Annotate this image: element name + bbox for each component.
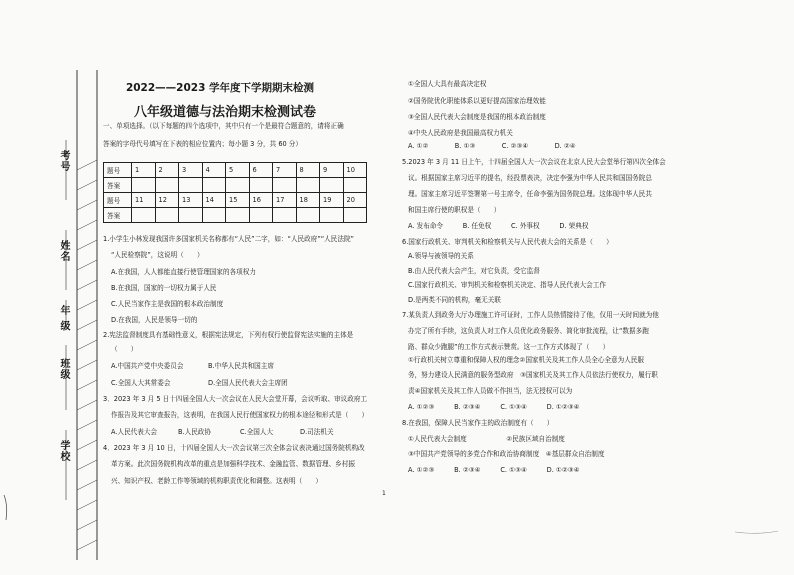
question-number-cell: 9	[320, 163, 344, 178]
answer-cell[interactable]	[179, 208, 203, 223]
question-number-cell: 15	[226, 193, 250, 208]
exam-no-field-label: 考号	[58, 150, 69, 172]
question-8-statement: ③中国共产党领导的多党合作和政治协商制度 ④基层群众自治制度	[408, 450, 605, 458]
question-number-cell: 20	[343, 193, 367, 208]
question-number-cell: 19	[320, 193, 344, 208]
question-2-option[interactable]: D.全国人民代表大会主席团	[208, 379, 288, 387]
question-4-statement: ④中央人民政府是我国最高权力机关	[408, 129, 513, 137]
answer-cell[interactable]	[273, 208, 297, 223]
question-number-label: 题号	[104, 193, 132, 208]
answer-cell[interactable]	[296, 208, 320, 223]
question-1-stem: 1.小学生小林发现我国许多国家机关名称都有“人民”二字，如：“人民政府”“人民法院”	[103, 235, 354, 243]
question-3-option[interactable]: D.司法机关	[300, 428, 334, 436]
question-6-stem: 6.国家行政机关、审判机关和检察机关与人民代表大会的关系是（ ）	[402, 238, 613, 246]
question-number-cell: 8	[296, 163, 320, 178]
name-field-label: 姓名	[58, 240, 69, 262]
question-5-stem: 5.2023 年 3 月 11 日上午，十四届全国人大一次会议在北京人民大会堂举行第四次全体会	[402, 158, 666, 166]
question-2-option[interactable]: A.中国共产党中央委员会	[111, 362, 184, 370]
question-1-option[interactable]: C.人民当家作主是我国的根本政治制度	[111, 300, 224, 308]
question-4-statement: ③全国人民代表大会制度是我国的根本政治制度	[408, 113, 546, 121]
question-7-statement: ①行政机关树立尊重和保障人权的理念②国家机关及其工作人员全心全意为人民服	[408, 356, 645, 364]
question-7-stem: 办完了所有手续，这负责人对工作人员优化政务服务、简化审批流程，让“数据多跑	[408, 327, 649, 335]
question-number-cell: 14	[202, 193, 226, 208]
table-row	[104, 163, 367, 178]
question-3-stem: 作报告及其它审查报告，这表明，在我国人民行使国家权力的根本途径和形式是（ ）	[111, 411, 369, 419]
question-1-option[interactable]: A.在我国，人人都能直接行使管理国家的各项权力	[111, 268, 256, 276]
question-5-choices[interactable]: A. 发布命令 B. 任免权 C. 外事权 D. 荣典权	[408, 222, 589, 230]
answer-cell[interactable]	[273, 178, 297, 193]
answer-cell[interactable]	[132, 208, 156, 223]
question-2-option[interactable]: B.中华人民共和国主席	[208, 362, 274, 370]
question-number-cell: 4	[202, 163, 226, 178]
question-3-option[interactable]: B.人民政协	[178, 428, 211, 436]
question-2-option[interactable]: C.全国人大其常委会	[111, 379, 171, 387]
question-4-stem: 4．2023 年 3 月 10 日，十四届全国人大一次会议第三次全体会议表决通过国务院机构改	[103, 444, 365, 452]
answer-cell[interactable]	[343, 178, 367, 193]
answer-cell[interactable]	[249, 208, 273, 223]
answer-cell[interactable]	[155, 208, 179, 223]
question-8-choices[interactable]: A. ①②③ B. ②③④ C. ①③④ D. ①②③④	[408, 466, 580, 474]
question-5-stem: 和国主席行使的职权是（ ）	[408, 206, 501, 214]
answer-cell[interactable]	[202, 208, 226, 223]
exam-year-title: 2022——2023 学年度下学期期末检测	[125, 82, 315, 94]
answer-label: 答案	[104, 178, 132, 193]
question-3-option[interactable]: C.全国人大	[240, 428, 274, 436]
page-number: 1	[382, 490, 386, 497]
question-number-cell: 10	[343, 163, 367, 178]
answer-cell[interactable]	[249, 178, 273, 193]
question-6-option[interactable]: A.领导与被领导的关系	[408, 252, 474, 260]
section-one-instruction: 一、单项选择。（以下每题的四个选项中，其中只有一个是最符合题意的，请将正确	[103, 122, 344, 130]
question-number-cell: 7	[273, 163, 297, 178]
question-7-statement: 务，努力建设人民满意的服务型政府 ③国家机关及其工作人员依法行使权力，履行职	[408, 371, 658, 379]
question-6-option[interactable]: D.是两类不同的机构，毫无关联	[408, 296, 501, 304]
question-2-stem: 2.宪法监督制度具有基础性意义，根据宪法规定，下列有权行使监督宪法实施的主体是	[103, 331, 354, 339]
answer-cell[interactable]	[132, 178, 156, 193]
school-field-label: 学校	[58, 440, 69, 462]
table-row	[104, 208, 367, 223]
answer-cell[interactable]	[320, 208, 344, 223]
question-number-label: 题号	[104, 163, 132, 178]
question-7-stem: 路、群众少跑腿”的工作方式表示赞赏。这一工作方式体现了（ ）	[408, 343, 610, 351]
exam-title: 八年级道德与法治期末检测试卷	[133, 105, 316, 120]
question-8-statement: ①人民代表大会制度 ②民族区域自治制度	[408, 435, 565, 443]
table-row	[104, 178, 367, 193]
question-4-statement: ②国务院优化职能体系以更好提高国家治理效能	[408, 97, 546, 105]
question-number-cell: 13	[179, 193, 203, 208]
question-5-stem: 理。国家主席习近平签署第一号主席令，任命李强为国务院总理。这体现中华人民共	[408, 190, 652, 198]
answer-cell[interactable]	[179, 178, 203, 193]
table-row	[104, 193, 367, 208]
question-7-stem: 7.某负责人到政务大厅办理施工许可证时，工作人员热情接待了他，仅用一天时间就为他	[402, 311, 659, 319]
question-3-stem: 3．2023 年 3 月 5 日十四届全国人大一次会议在人民大会堂开幕，会议听取、审议政府工	[103, 395, 368, 403]
question-5-stem: 议。根据国家主席习近平的提名，经投票表决，决定李强为中华人民共和国国务院总	[408, 174, 652, 182]
answer-cell[interactable]	[202, 178, 226, 193]
answer-cell[interactable]	[343, 208, 367, 223]
grade-field-label: 年 级	[58, 305, 69, 332]
question-number-cell: 2	[155, 163, 179, 178]
question-number-cell: 5	[226, 163, 250, 178]
question-4-choices[interactable]: A. ①② B. ①③ C. ②③④ D. ②④	[408, 142, 576, 150]
question-1-option[interactable]: B.在我国，国家的一切权力属于人民	[111, 284, 217, 292]
answer-cell[interactable]	[320, 178, 344, 193]
section-one-instruction-cont: 答案的字母代号填写在下表的相应位置内；每小题 3 分，共 60 分）	[103, 140, 302, 148]
class-field-label: 班级	[58, 358, 69, 380]
question-number-cell: 6	[249, 163, 273, 178]
answer-cell[interactable]	[226, 208, 250, 223]
question-number-cell: 18	[296, 193, 320, 208]
answer-cell[interactable]	[155, 178, 179, 193]
answer-cell[interactable]	[296, 178, 320, 193]
question-number-cell: 1	[132, 163, 156, 178]
question-2-stem: （ ）	[111, 345, 138, 353]
question-number-cell: 17	[273, 193, 297, 208]
question-3-option[interactable]: A.人民代表大会	[111, 428, 158, 436]
question-7-choices[interactable]: A. ①②③ B. ②③④ C. ①③④ D. ①②③④	[408, 403, 580, 411]
question-4-statement: ①全国人大具有最高决定权	[408, 80, 487, 88]
question-1-option[interactable]: D.在我国，人民是领导一切的	[111, 316, 198, 324]
answer-table	[103, 162, 367, 223]
question-number-cell: 16	[249, 193, 273, 208]
answer-label: 答案	[104, 208, 132, 223]
question-8-stem: 8.在我国，保障人民当家作主的政治制度有（ ）	[402, 419, 554, 427]
question-4-stem: 革方案。此次国务院机构改革的重点是加强科学技术、金融监管、数据管理、乡村振	[111, 460, 355, 468]
question-6-option[interactable]: B.由人民代表大会产生，对它负责，受它监督	[408, 267, 540, 275]
question-number-cell: 11	[132, 193, 156, 208]
question-6-option[interactable]: C.国家行政机关、审判机关和检察机关决定、指导人民代表大会工作	[408, 281, 606, 289]
question-4-stem: 兴、知识产权、老龄工作等领域的机构职责优化和调整。这表明（ ）	[111, 477, 322, 485]
question-number-cell: 12	[155, 193, 179, 208]
question-7-statement: 责④国家机关及其工作人员做不作担当，法无授权可以为	[408, 387, 573, 395]
question-1-stem: “人民检察院”，这说明（ ）	[111, 251, 204, 259]
answer-cell[interactable]	[226, 178, 250, 193]
question-number-cell: 3	[179, 163, 203, 178]
